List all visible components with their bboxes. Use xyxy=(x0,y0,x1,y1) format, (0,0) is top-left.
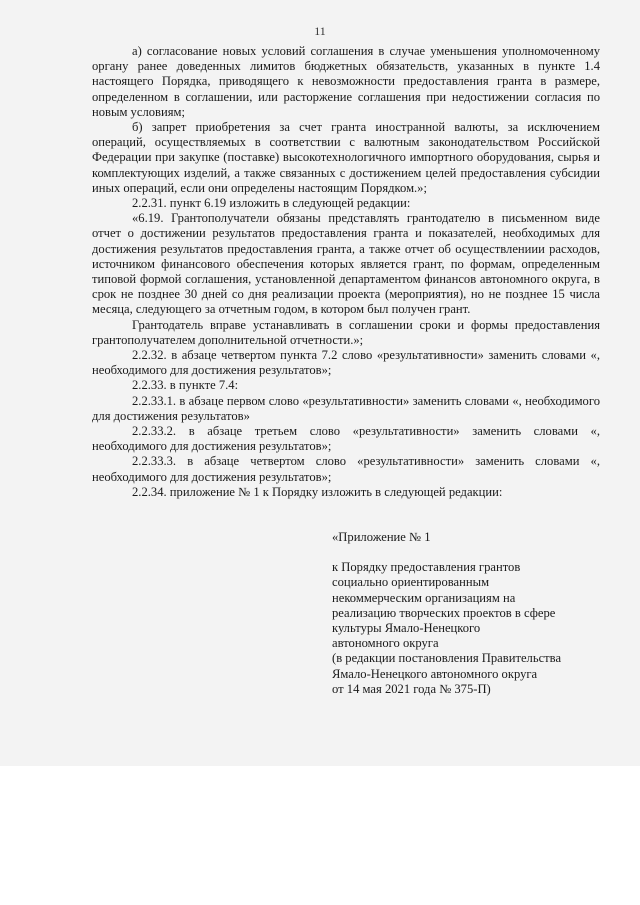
appendix-line: (в редакции постановления Правительства xyxy=(332,651,562,666)
paragraph-2-2-31: 2.2.31. пункт 6.19 изложить в следующей редакции: xyxy=(132,196,411,211)
paragraph-2-2-33: 2.2.33. в пункте 7.4: xyxy=(132,378,239,393)
paragraph-grantor-rights: Грантодатель вправе устанавливать в соглашении сроки и формы предоставления грантополучателем дополнительной отчетности.»; xyxy=(92,317,600,347)
paragraph-2-2-32: 2.2.32. в абзаце четвертом пункта 7.2 слово «результативности» заменить словами «, необходимого для достижения результатов»; xyxy=(92,348,600,378)
appendix-line: социально ориентированным xyxy=(332,575,490,590)
appendix-line: автономного округа xyxy=(332,636,439,651)
appendix-title: «Приложение № 1 xyxy=(332,530,431,544)
page-number: 11 xyxy=(314,24,326,38)
appendix-line: Ямало-Ненецкого автономного округа xyxy=(332,666,538,681)
paragraph-6-19: «6.19. Грантополучатели обязаны представлять грантодателю в письменном виде отчет о достижении результатов предоставления гранта и показателей, необходимых для достижения результатов предоставления гранта, а также отчет об осуществлениии расходов, источником финансового обеспечения которых является грант, по формам, определенным типовой формой соглашения, установленной департаментом финансов автономного округа, в срок не позднее 30 дней со дня реализации проекта (мероприятия), но не позднее 15 числа месяца, следующего за отчетным годом, в котором был получен грант. xyxy=(92,211,600,317)
paragraph-2-2-33-1: 2.2.33.1. в абзаце первом слово «результативности» заменить словами «, необходимого для достижения результатов» xyxy=(92,393,600,423)
document-body xyxy=(92,44,600,500)
appendix-line: от 14 мая 2021 года № 375-П) xyxy=(332,681,491,696)
blank-area xyxy=(0,766,640,905)
paragraph-2-2-33-2: 2.2.33.2. в абзаце третьем слово «результативности» заменить словами «, необходимого для достижения результатов»; xyxy=(92,424,600,454)
paragraph-subclause-a: а) согласование новых условий соглашения в случае уменьшения уполномоченному органу ранее доведенных лимитов бюджетных обязательств, указанных в пункте 1.4 настоящего Порядка, приводящего к невозможности предоставления гранта в размере, определенном в соглашении, или расторжение соглашения при недостижении согласия по новым условиям; xyxy=(92,44,600,119)
appendix-header xyxy=(332,530,612,697)
paragraph-subclause-b: б) запрет приобретения за счет гранта иностранной валюты, за исключением операций, осуществляемых в соответствии с валютным законодательством Российской Федерации при закупке (поставке) высокотехнологичного импортного оборудования, сырья и комплектующих изделий, а также связанных с достижением целей предоставления субсидии иных операций, если они определены настоящим Порядком.»; xyxy=(92,120,600,195)
paragraph-2-2-33-3: 2.2.33.3. в абзаце четвертом слово «результативности» заменить словами «, необходимого для достижения результатов»; xyxy=(92,454,600,484)
appendix-line: к Порядку предоставления грантов xyxy=(332,560,521,575)
appendix-line: культуры Ямало-Ненецкого xyxy=(332,621,481,636)
paragraph-2-2-34: 2.2.34. приложение № 1 к Порядку изложить в следующей редакции: xyxy=(132,484,503,499)
appendix-line: реализацию творческих проектов в сфере xyxy=(332,605,556,620)
appendix-line: некоммерческим организациям на xyxy=(332,590,516,605)
